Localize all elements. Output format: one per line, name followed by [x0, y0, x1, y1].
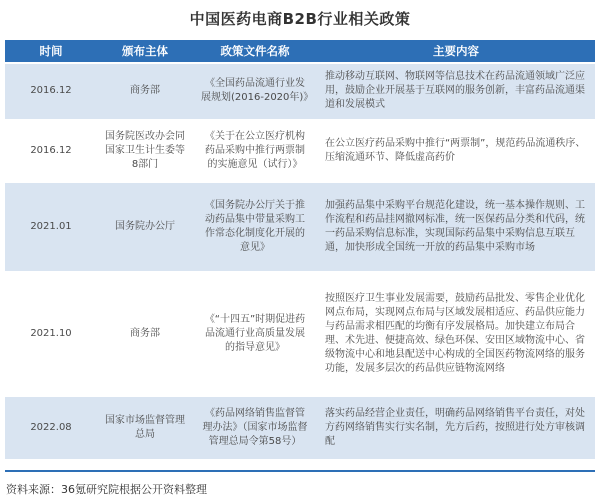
cell-content: 加强药品集中采购平台规范化建设，统一基本操作规则、工作流程和药品挂网撤网标准，统一医保药品分类和代码，统一药品采购信息标准，实现国际药品集中采购信息互联互通，加快形成全国统一开放的药品集中采购市场	[317, 183, 595, 271]
source-note: 资料来源：36氪研究院根据公开资料整理	[6, 483, 207, 496]
cell-issuer: 商务部	[97, 271, 193, 397]
table-row	[5, 271, 595, 397]
cell-content: 推动移动互联网、物联网等信息技术在药品流通领域广泛应用，鼓励企业开展基于互联网的服务创新，丰富药品流通渠道和发展模式	[317, 63, 595, 119]
table-header-row	[5, 40, 595, 63]
cell-issuer: 国务院医改办会同国家卫生计生委等8部门	[97, 119, 193, 183]
page-title: 中国医药电商B2B行业相关政策	[189, 10, 411, 28]
cell-issuer: 商务部	[97, 63, 193, 119]
cell-date: 2021.01	[5, 183, 97, 271]
header-issuer: 颁布主体	[97, 40, 193, 63]
policy-table	[5, 40, 595, 460]
cell-date: 2016.12	[5, 63, 97, 119]
cell-document: 《关于在公立医疗机构药品采购中推行两票制的实施意见（试行）》	[193, 119, 317, 183]
table-bottom-rule	[5, 470, 595, 472]
policy-table-container	[5, 40, 595, 460]
cell-date: 2022.08	[5, 397, 97, 459]
cell-issuer: 国家市场监督管理总局	[97, 397, 193, 459]
cell-content: 按照医疗卫生事业发展需要，鼓励药品批发、零售企业优化网点布局，实现网点布局与区域发展相适应、药品供应能力与药品需求相匹配的均衡有序发展格局。加快建立布局合理、术先进、便捷高效、绿色环保、安田区域物流中心、省级物流中心和地县配送中心构成的全国医药物流网络的服务功能，发展多层次的药品供应链物流网络	[317, 271, 595, 397]
cell-date: 2021.10	[5, 271, 97, 397]
cell-document: 《药品网络销售监督管理办法》（国家市场监督管理总局令第58号）	[193, 397, 317, 459]
table-row	[5, 63, 595, 119]
cell-content: 在公立医疗药品采购中推行“两票制”，规范药品流通秩序、压缩流通环节、降低虚高药价	[317, 119, 595, 183]
table-row	[5, 183, 595, 271]
header-date: 时间	[5, 40, 97, 63]
cell-issuer: 国务院办公厅	[97, 183, 193, 271]
cell-document: 《“十四五”时期促进药品流通行业高质量发展的指导意见》	[193, 271, 317, 397]
cell-date: 2016.12	[5, 119, 97, 183]
header-content: 主要内容	[317, 40, 595, 63]
cell-document: 《全国药品流通行业发展规划(2016-2020年)》	[193, 63, 317, 119]
cell-content: 落实药品经营企业责任，明确药品网络销售平台责任，对处方药网络销售实行实名制，先方后药，按照进行处方审核调配	[317, 397, 595, 459]
table-row	[5, 397, 595, 459]
cell-document: 《国务院办公厅关于推动药品集中带量采购工作常态化制度化开展的意见》	[193, 183, 317, 271]
table-row	[5, 119, 595, 183]
header-document: 政策文件名称	[193, 40, 317, 63]
